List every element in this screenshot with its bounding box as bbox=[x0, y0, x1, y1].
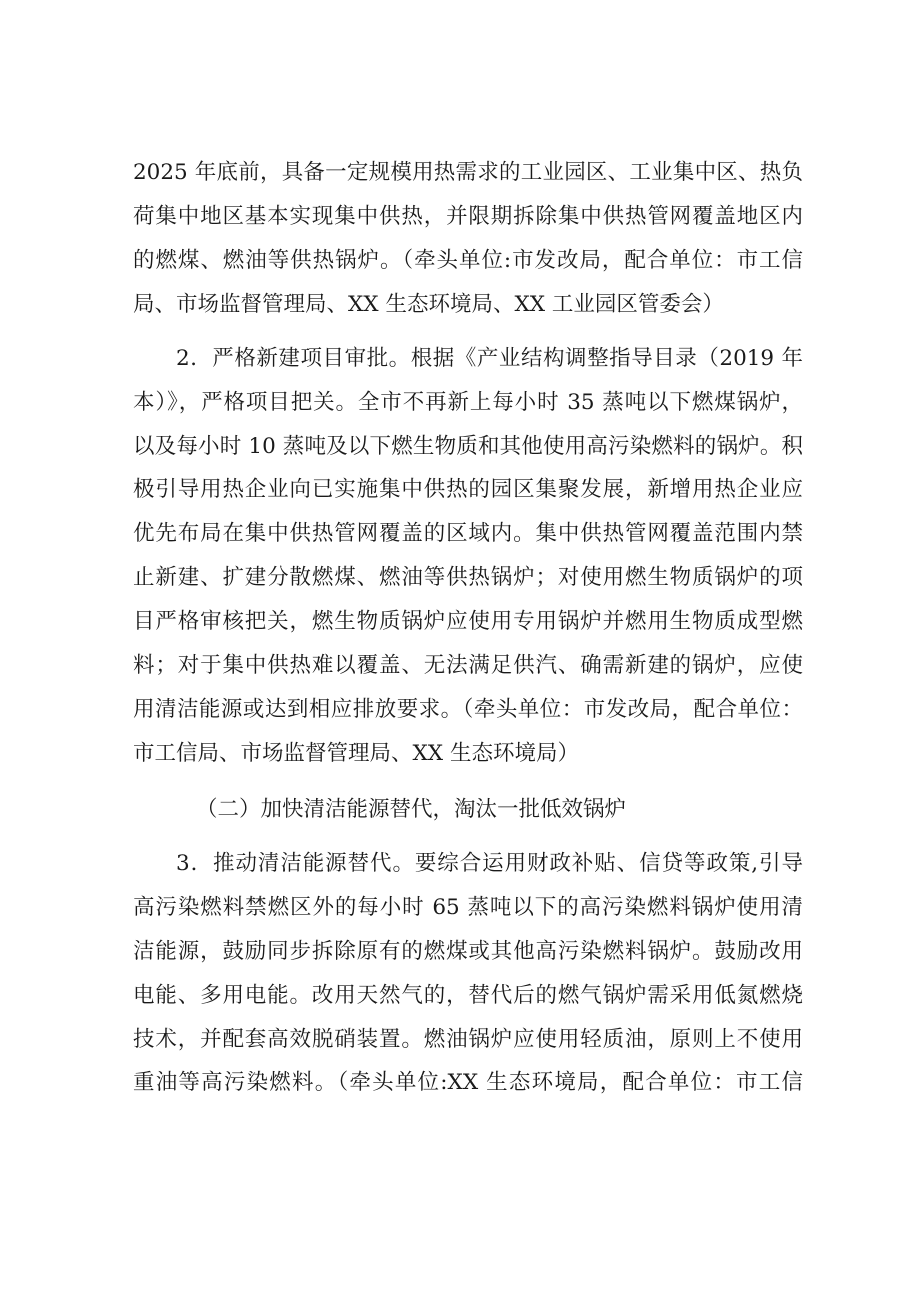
text-line: 重油等高污染燃料。（牵头单位:XX 生态环境局，配合单位：市工信 bbox=[133, 1070, 803, 1095]
text-line: 洁能源，鼓励同步拆除原有的燃煤或其他高污染燃料锅炉。鼓励改用 bbox=[133, 939, 803, 964]
text-line: 2．严格新建项目审批。根据《产业结构调整指导目录（2019 年 bbox=[176, 346, 803, 371]
text-line: 局、市场监督管理局、XX 生态环境局、XX 工业园区管委会） bbox=[133, 292, 724, 317]
text-line: 以及每小时 10 蒸吨及以下燃生物质和其他使用高污染燃料的锅炉。积 bbox=[133, 434, 803, 459]
text-line: 3．推动清洁能源替代。要综合运用财政补贴、信贷等政策,引导 bbox=[176, 851, 803, 876]
text-line: 用清洁能源或达到相应排放要求。（牵头单位：市发改局，配合单位： bbox=[133, 697, 803, 722]
text-line: 技术，并配套高效脱硝装置。燃油锅炉应使用轻质油，原则上不使用 bbox=[133, 1027, 803, 1052]
section-heading: （二）加快清洁能源替代，淘汰一批低效锅炉 bbox=[196, 797, 627, 822]
text-line: 目严格审核把关，燃生物质锅炉应使用专用锅炉并燃用生物质成型燃 bbox=[133, 609, 803, 634]
text-line: 极引导用热企业向已实施集中供热的园区集聚发展，新增用热企业应 bbox=[133, 477, 803, 502]
text-line: 本）》，严格项目把关。全市不再新上每小时 35 蒸吨以下燃煤锅炉， bbox=[133, 390, 803, 415]
text-line: 止新建、扩建分散燃煤、燃油等供热锅炉；对使用燃生物质锅炉的项 bbox=[133, 565, 803, 590]
text-line: 优先布局在集中供热管网覆盖的区域内。集中供热管网覆盖范围内禁 bbox=[133, 521, 803, 546]
text-line: 荷集中地区基本实现集中供热，并限期拆除集中供热管网覆盖地区内 bbox=[133, 204, 803, 229]
text-line: 高污染燃料禁燃区外的每小时 65 蒸吨以下的高污染燃料锅炉使用清 bbox=[133, 895, 803, 920]
text-line: 市工信局、市场监督管理局、XX 生态环境局） bbox=[133, 741, 579, 766]
text-line: 料；对于集中供热难以覆盖、无法满足供汽、确需新建的锅炉，应使 bbox=[133, 653, 803, 678]
text-line: 的燃煤、燃油等供热锅炉。（牵头单位:市发改局，配合单位：市工信 bbox=[133, 248, 803, 273]
text-line: 电能、多用电能。改用天然气的，替代后的燃气锅炉需采用低氮燃烧 bbox=[133, 983, 803, 1008]
text-line: 2025 年底前，具备一定规模用热需求的工业园区、工业集中区、热负 bbox=[133, 160, 803, 185]
